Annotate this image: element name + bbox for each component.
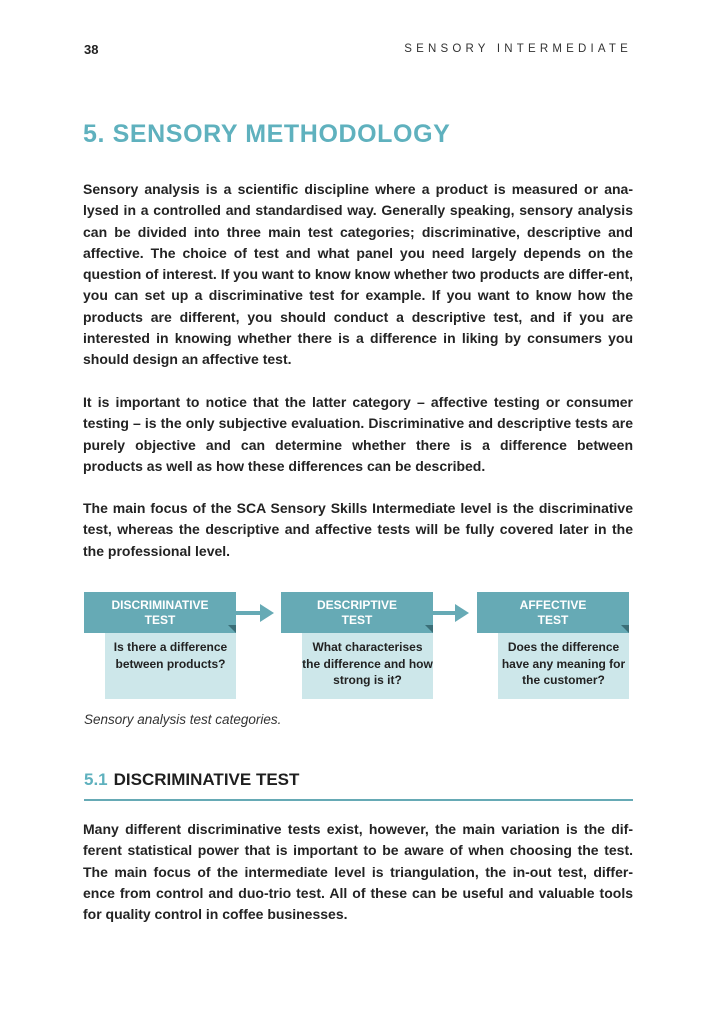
section-divider: [84, 799, 633, 801]
section-title: DISCRIMINATIVE TEST: [113, 770, 300, 789]
test-categories-diagram: [84, 592, 634, 707]
affective-question: Does the difference have any meaning for the customer?: [501, 640, 626, 687]
descriptive-title-line1: DESCRIPTIVE: [316, 597, 397, 612]
affective-header-box: [477, 592, 629, 633]
intro-paragraph: Sensory analysis is a scientific discipline where a product is measured or ana-lysed in a controlled and standardised way. Generally speaking, sensory analysis can be divided into three main test categories; discriminative, descriptive and affective. The choice of test and what panel you need largely depends on the question of interest. If you want to know know whether two products are differ-ent, you can set up a discriminative test for example. If you want to know how the products are different, you should conduct a descriptive test, and if you are interested in knowing whether there is a difference in liking by consumers you should design an affective test.: [83, 181, 633, 368]
diagram-caption: Sensory analysis test categories.: [84, 712, 282, 727]
arrow-right-icon: [421, 603, 471, 623]
descriptive-header-box: [281, 592, 433, 633]
affective-fold: [621, 625, 629, 633]
section-number: 5.1: [84, 770, 108, 789]
section-heading: [84, 770, 299, 790]
arrow-right-icon: [226, 603, 276, 623]
discriminative-title-line1: DISCRIMINATIVE: [111, 597, 209, 612]
affective-paragraph: It is important to notice that the latter category – affective testing or consumer testing – is the only subjective evaluation. Discriminative and descriptive tests are purely objective and can determine whether there is a difference between products as well as how these differences can be described.: [83, 394, 633, 474]
discriminative-header-box: [84, 592, 236, 633]
descriptive-title-line2: TEST: [341, 612, 373, 627]
focus-paragraph: The main focus of the SCA Sensory Skills Intermediate level is the discriminative test, whereas the descriptive and affective tests will be fully covered later in the the professional level.: [83, 500, 633, 559]
descriptive-fold: [425, 625, 433, 633]
discriminative-question-box: [105, 633, 236, 699]
descriptive-question: What characterises the difference and how strong is it?: [302, 640, 433, 687]
descriptive-question-box: [302, 633, 433, 699]
page-number: 38: [84, 42, 99, 57]
running-header: SENSORY INTERMEDIATE: [404, 43, 632, 55]
affective-title-line2: TEST: [537, 612, 569, 627]
affective-question-box: [498, 633, 629, 699]
discriminative-fold: [228, 625, 236, 633]
discriminative-paragraph: Many different discriminative tests exist, however, the main variation is the dif-ferent statistical power that is important to be aware of when choosing the test. The main focus of the intermediate level is triangulation, the in-out test, differ-ence from control and duo-trio test. All of these can be useful and valuable tools for quality control in coffee businesses.: [83, 821, 633, 923]
chapter-title: 5. SENSORY METHODOLOGY: [83, 120, 451, 148]
affective-title-line1: AFFECTIVE: [519, 597, 587, 612]
discriminative-title-line2: TEST: [144, 612, 176, 627]
discriminative-question: Is there a difference between products?: [113, 640, 228, 671]
